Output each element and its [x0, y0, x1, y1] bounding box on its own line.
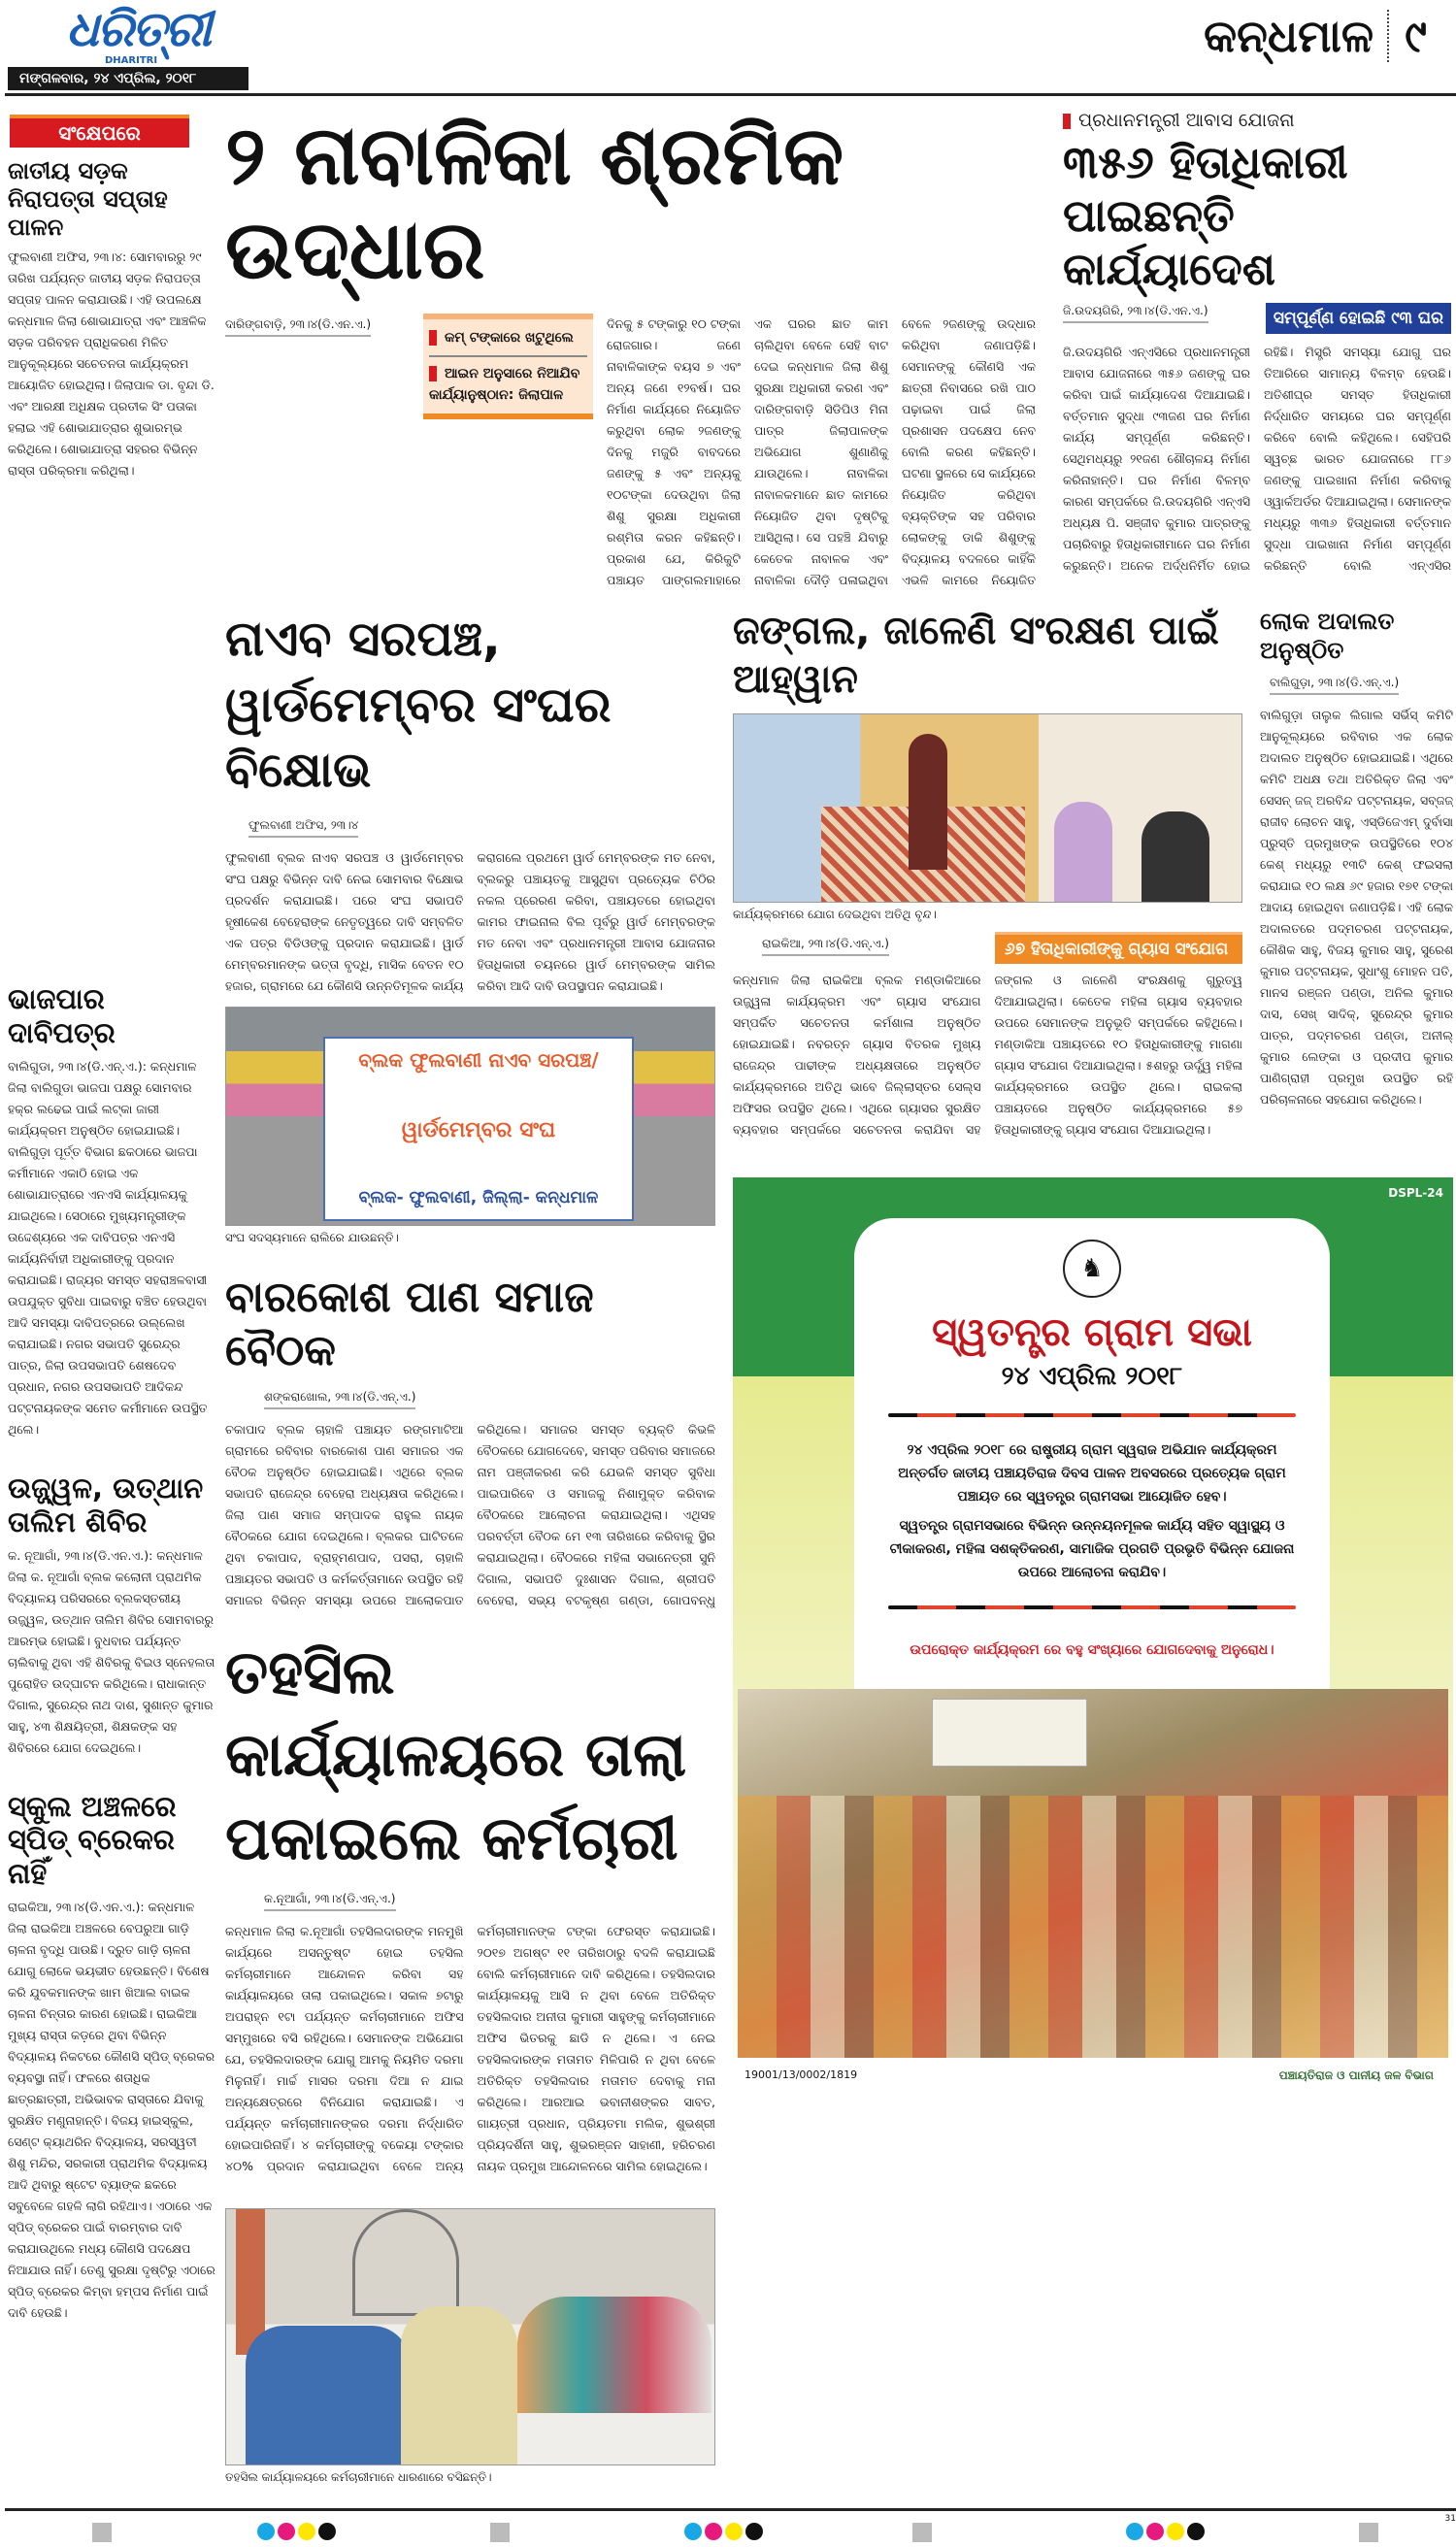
divider [5, 93, 1456, 96]
ad-para: ୨୪ ଏପ୍ରିଲ ୨୦୧୮ ରେ ରାଷ୍ଟ୍ରୀୟ ଗ୍ରାମ ସ୍ୱରାଜ ଅଭିଯାନ କାର୍ଯ୍ୟକ୍ରମ ଅନ୍ତର୍ଗତ ଜାତୀୟ ପଞ୍ଚାୟତିରାଜ ଦିବସ ପାଳନ ଅବସରରେ ପ୍ରତ୍ୟେକ ଗ୍ରାମ ପଞ୍ଚାୟତ ରେ ସ୍ୱତନ୍ତ୍ର ଗ୍ରାମସଭା ଆୟୋଜିତ ହେବ। [898, 1442, 1286, 1505]
paana-body: ଚକାପାଦ ବ୍ଲକ ଚାହାଳି ପଞ୍ଚାୟତ ରଙ୍ଗମାଟିଆ ଗ୍ରାମରେ ରବିବାର ବାରକୋଶ ପାଣ ସମାଜର ଏକ ବୈଠକ ଅନୁଷ୍ଠିତ ହୋଇଯାଇଛି। ଏଥିରେ ବ୍ଲକ ସଭାପତି ରାଜେନ୍ଦ୍ର ବେହେରା ଅଧ୍ୟକ୍ଷତା କରିଥିଲେ। ଜିଲା ପାଣ ସମାଜ ସମ୍ପାଦକ ରାହୁଲ ନାୟକ ବୈଠକରେ ଯୋଗ ଦେଇଥିଲେ। ବ୍ଲକର ଘାଟିତଳେ ଥିବା ଚକାପାଦ, ବ୍ରାହ୍ମଣପାଦ, ପସରା, ଚାହାଳି ପଞ୍ଚାୟତର ସଭାପତି ଓ କର୍ମକର୍ତ୍ତାମାନେ ଉପସ୍ଥିତ ରହି ସମାଜର ବିଭିନ୍ନ ସମସ୍ୟା ଉପରେ ଆଲୋକପାତ କରିଥିଲେ। ସମାଜର ସମସ୍ତ ବ୍ୟକ୍ତି କିଭଳି ବୈଠକରେ ଯୋଗଦେବେ, ସମସ୍ତ ପରିବାର ସମାଜରେ ନାମ ପଞ୍ଜୀକରଣ କରି ଯେଭଳି ସମସ୍ତ ସୁବିଧା ପାଇପାରିବେ ଓ ସମାଜକୁ ନିଶାମୁକ୍ତ କରିବାକ ବୈଠକରେ ଆଲୋଚନା କରାଯାଇଥିଲା। ଏଥିସହ ପରବର୍ତ୍ତୀ ବୈଠକ ମେ ୧୩ ତାରିଖରେ କରିବାକୁ ସ୍ଥିର କରାଯାଇଥିଲା। ବୈଠକରେ ମହିଳା ସଭାନେତ୍ରୀ ସୁନି ଦିଗାଲ, ସଭାପତି ଦୁଃଶାସନ ଦିଗାଲ, ଶ୍ରୀପତି ବେହେରା, ସଭ୍ୟ ବଟକୃଷ୍ଣ ଗଣ୍ଡା, ଗୋପବନ୍ଧୁ [225, 1421, 715, 1607]
brief-article [8, 1780, 216, 2324]
ad-card [854, 1218, 1330, 1689]
ad-footer [733, 2058, 1453, 2093]
lead-sidebox [423, 314, 593, 419]
gram-sabha-photo [738, 1689, 1448, 2058]
awas-kicker [1063, 109, 1451, 132]
brief-article [8, 148, 216, 973]
sarpanch-dateline: ଫୁଲବାଣୀ ଅଫିସ, ୨୩।୪ [248, 817, 358, 838]
lead-headline: ୨ ନାବାଳିକା ଶ୍ରମିକ ଉଦ୍ଧାର [225, 108, 844, 297]
ad-para: ସ୍ୱତନ୍ତ୍ର ଗ୍ରାମସଭାରେ ବିଭିନ୍ନ ଉନ୍ନୟନମୂଳକ କାର୍ଯ୍ୟ ସହିତ ସ୍ୱାସ୍ଥ୍ୟ ଓ ଟୀକାକରଣ, ମହିଳା ସଶକ୍ତିକରଣ, ସାମାଜିକ ପ୍ରଗତି ପ୍ରଭୃତି ବିଭିନ୍ନ ଯୋଜନା ଉପରେ ଆଲୋଚନା କରାଯିବ। [889, 1518, 1295, 1581]
photo-banner [932, 1699, 1087, 1767]
awas-dateline: ଜି.ଉଦୟଗିରି, ୨୩।୪(ଡି.ଏନ.ଏ.) [1063, 303, 1208, 323]
ad-code: DSPL-24 [1388, 1186, 1443, 1201]
forest-subhead: ୬୭ ହିତାଧିକାରୀଙ୍କୁ ଗ୍ୟାସ ସଂଯୋଗ [995, 932, 1242, 964]
banner-line: ବ୍ଲକ ଫୁଲବାଣୀ ନାଏବ ସରପଞ୍ଚ/ [358, 1047, 599, 1072]
ad-divider [888, 1605, 1296, 1609]
awas-headline: ୩୫୬ ହିତାଧିକାରୀ ପାଇଛନ୍ତି କାର୍ଯ୍ୟାଦେଶ [1063, 136, 1348, 296]
paana-dateline: ଶଙ୍କରାଖୋଲ, ୨୩।୪(ଡି.ଏନ୍.ଏ.) [264, 1389, 415, 1409]
sarpanch-headline: ନାଏବ ସରପଞ୍ଚ, ୱାର୍ଡମେମ୍ବର ସଂଘର ବିକ୍ଷୋଭ [225, 611, 612, 799]
footer [5, 2508, 1456, 2547]
forest-body: କନ୍ଧମାଳ ଜିଲା ରାଇକିଆ ବ୍ଲକ ମଣ୍ଡାକିଆରେ ଉଜ୍ଜ୍ୱଳା କାର୍ଯ୍ୟକ୍ରମ ଏବଂ ଗ୍ୟାସ ସଂଯୋଗ ସମ୍ପର୍କିତ ସଚେତନତା କର୍ମଶାଳା ଅନୁଷ୍ଠିତ ହୋଇଯାଇଛି। ନବରତ୍ନ ଗ୍ୟାସ ବିତରକ ମୁଖ୍ୟ ରାଜେନ୍ଦ୍ର ପାଢୀଙ୍କ ଅଧ୍ୟକ୍ଷତାରେ ଅନୁଷ୍ଠିତ କାର୍ଯ୍ୟକ୍ରମରେ ଅତିଥି ଭାବେ ଜିଲ୍ଲାସ୍ତର ସେଲ୍ସ ଅଫିସର ଉପସ୍ଥିତ ଥିଲେ। ଏଥିରେ ଗ୍ୟାସର ସୁରକ୍ଷିତ ବ୍ୟବହାର ସମ୍ପର୍କରେ ସଚେତନତା କରାଯିବା ସହ ଜଙ୍ଗଲ ଓ ଜାଳେଣି ସଂରକ୍ଷଣକୁ ଗୁରୁତ୍ୱ ଦିଆଯାଇଥିଲା। କେତେକ ମହିଳା ଗ୍ୟାସ ବ୍ୟବହାର ଉପରେ ସେମାନଙ୍କ ଅନୁଭୂତି ସମ୍ପର୍କରେ କହିଥିଲେ। ମଣ୍ଡାକିଆ ପଞ୍ଚାୟତରେ ୧୦ ହିତାଧିକାରୀଙ୍କୁ ମାଗଣା ଗ୍ୟାସ ସଂଯୋଗ ଦିଆଯାଇଥିଲା। ୫ଶହରୁ ଊର୍ଦ୍ଧ୍ୱ ମହିଳା କାର୍ଯ୍ୟକ୍ରମରେ ଉପସ୍ଥିତ ଥିଲେ। ରାଇକଲା ପଞ୍ଚାୟତରେ ଅନୁଷ୍ଠିତ କାର୍ଯ୍ୟକ୍ରମରେ ୫୭ ହିତାଧିକାରୀଙ୍କୁ ଗ୍ୟାସ ସଂଯୋଗ ଦିଆଯାଇଥିଲା। [733, 973, 1242, 1138]
color-registration-dots [1126, 2523, 1208, 2544]
brief-body: ଫୁଲବାଣୀ ଅଫିସ, ୨୩।୪: ସୋମବାରରୁ ୨୯ ତାରିଖ ପର୍ଯ୍ୟନ୍ତ ଜାତୀୟ ସଡ଼କ ନିରାପତ୍ତା ସପ୍ତାହ ପାଳନ କରାଯାଉଛି। ଏହି ଉପଲକ୍ଷେ କନ୍ଧମାଳ ଜିଲା ଶୋଭାଯାତ୍ରା ଏବଂ ଆଞ୍ଚଳିକ ସଡ଼କ ପରିବହନ ପ୍ରାଧିକରଣ ମିଳିତ ଆନୁକୂଲ୍ୟରେ ସଚେତନତା କାର୍ଯ୍ୟକ୍ରମ ଆୟୋଜିତ ହୋଇଥିଲା। ଜିଲାପାଳ ଡା. ବୃନ୍ଦା ଡି. ଏବଂ ଆରକ୍ଷୀ ଅଧିକ୍ଷକ ପ୍ରତୀକ ସିଂ ପତାକା ହଲାଇ ଏହି ଶୋଭାଯାତ୍ରାର ଶୁଭାରମ୍ଭ କରିଥିଲେ। ଶୋଭାଯାତ୍ରା ସହରର ବିଭିନ୍ନ ରାସ୍ତା ପରିକ୍ରମା କରିଥିଲା। [8, 249, 215, 479]
gram-sabha-advertisement [733, 1177, 1453, 2093]
lower-row [225, 607, 1453, 2495]
sarpanch-body: ଫୁଲବାଣୀ ବ୍ଲକ ନାଏବ ସରପଞ୍ଚ ଓ ୱାର୍ଡମେମ୍ବର ସଂଘ ପକ୍ଷରୁ ବିଭିନ୍ନ ଦାବି ନେଇ ସୋମବାର ବିକ୍ଷୋଭ ପ୍ରଦର୍ଶନ କରାଯାଇଛି। ପରେ ସଂଘ ସଭାପତି ହୃଷୀକେଶ ବେହେରାଙ୍କ ନେତୃତ୍ୱରେ ଦାବି ସମ୍ବଳିତ ଏକ ପତ୍ର ବିଡିଓଙ୍କୁ ପ୍ରଦାନ କରାଯାଇଛି। ୱାର୍ଡ ମେମ୍ବରମାନଙ୍କ ଭତ୍ତା ବୃଦ୍ଧି, ମାସିକ ବେତନ ୧୦ ହଜାର, ଗ୍ରାମରେ ଯେ କୌଣସି ଉନ୍ନତିମୂଳକ କାର୍ଯ୍ୟ କରାଗଲେ ପ୍ରଥମେ ୱାର୍ଡ ମେମ୍ବରଙ୍କ ମତ ନେବା, ବ୍ଲକରୁ ପଞ୍ଚାୟତକୁ ଆସୁଥିବା ପ୍ରତ୍ୟେକ ଚିଠିର ନକଲ ପ୍ରେରଣ କରିବା, ପଞ୍ଚାୟତରେ ହୋଇଥିବା କାମର ଫାଇନାଲ ବିଲ ପୂର୍ବରୁ ୱାର୍ଡ ମେମ୍ବରଙ୍କ ମତ ନେବା ଏବଂ ପ୍ରଧାନମନ୍ତ୍ରୀ ଆବାସ ଯୋଜନାର ହିତାଧିକାରୀ ଚୟନରେ ୱାର୍ଡ ମେମ୍ବରଙ୍କ ସାମିଲ କରିବା ଆଦି ଦାବି ଉପସ୍ଥାପନ କରାଯାଇଛି। [225, 849, 715, 993]
center-column [225, 607, 715, 2495]
briefs-tag: ସଂକ୍ଷେପରେ [10, 115, 189, 148]
lokadalat-dateline: ବାଲିଗୁଡ଼ା, ୨୩।୪(ଡି.ଏନ୍.ଏ.) [1270, 675, 1399, 695]
dharna-caption: ତହସିଲ କାର୍ଯ୍ୟାଳୟରେ କର୍ମଚାରୀମାନେ ଧାରଣାରେ ବସିଛନ୍ତି। [225, 2470, 492, 2485]
lokadalat-article [1260, 607, 1453, 1110]
tahasil-dateline: କ.ନୂଆଗାଁ, ୨୩।୪(ଡି.ଏନ୍.ଏ.) [264, 1891, 396, 1911]
bullet-icon [1063, 114, 1071, 129]
awas-article [1063, 109, 1451, 577]
brief-article [8, 973, 216, 1462]
color-registration-dots [684, 2523, 766, 2544]
paana-headline: ବାରକୋଶ ପାଣ ସମାଜ ବୈଠକ [225, 1272, 594, 1375]
lead-body: ଦିନକୁ ୫ ଟଙ୍କାରୁ ୧୦ ଟଙ୍କା ରୋଜଗାର। ଜଣେ ନାବାଳିକାଙ୍କ ବୟସ ୭ ଏବଂ ଅନ୍ୟ ଜଣେ ୧୨ବର୍ଷ। ଘର ନିର୍ମାଣ କାର୍ଯ୍ୟରେ ନିୟୋଜିତ କରୁଥିବା ଲୋକ ୨ଜଣଙ୍କୁ ଦିନକୁ ମଜୁରି ବାବଦରେ ଜଣଙ୍କୁ ୫ ଏବଂ ଅନ୍ୟକୁ ୧୦ଟଙ୍କା ଦେଉଥିବା ଜିଲା ଶିଶୁ ସୁରକ୍ଷା ଅଧିକାରୀ ରଶ୍ମିତା କରନ କହିଛନ୍ତି। ପ୍ରକାଶ ଯେ, କିରିକୁଟି ପଞ୍ଚାୟତ ପାଙ୍ଗଲମାହାରେ ଏକ ଘରର ଛାତ କାମ ଚାଲିଥିବା ବେଳେ ସେହି ବାଟ ଦେଇ କନ୍ଧମାଳ ଜିଲା ଶିଶୁ ସୁରକ୍ଷା ଅଧିକାରୀ କରଣ ଏବଂ ଦାରିଙ୍ଗବାଡ଼ି ସିଡିପିଓ ମିନା ପାତ୍ର ଜିଲାପାଳଙ୍କ ଅଭିଯୋଗ ଶୁଣାଣିକୁ ଯାଉଥିଲେ। ନାବାଳିକା ନାବାଳକମାନେ ଛାତ କାମରେ ନିୟୋଜିତ ଥିବା ଦୃଷ୍ଟିକୁ ଆସିଥିଲା। ସେ ପହଞ୍ଚି ଯିବାରୁ କେତେକ ନାବାଳକ ଏବଂ ନାବାଳିକା ଦୌଡ଼ି ପଳାଇଥିବା ବେଳେ ୨ଜଣଙ୍କୁ ଉଦ୍ଧାର କରିଥିବା ଜଣାପଡ଼ିଛି। ସେମାନଙ୍କୁ କୌଣସି ଏକ ଛାତ୍ରୀ ନିବାସରେ ରଖି ପାଠ ପଢ଼ାଇବା ପାଇଁ ଜିଲା ପ୍ରଶାସନ ପଦକ୍ଷେପ ନେବ ବୋଲି କରଣ କହିଛନ୍ତି। ଘଟଣା ସ୍ଥଳରେ ସେ କାର୍ଯ୍ୟରେ ନିୟୋଜିତ କରିଥିବା ବ୍ୟକ୍ତିଙ୍କ ସହ ପରିବାର ଲୋକଙ୍କୁ ଡାକି ଶିଶୁଙ୍କୁ ବିଦ୍ୟାଳୟ ବଦଳରେ କାହିଁକି ଏଭଳି କାମରେ ନିୟୋଜିତ [607, 316, 1036, 588]
lokadalat-headline: ଲୋକ ଅଦାଲତ ଅନୁଷ୍ଠିତ [1260, 608, 1395, 665]
ad-divider [888, 1413, 1296, 1417]
section-header [1204, 10, 1427, 63]
sidebox-line: ଆଇନ ଅନୁସାରେ ନିଆଯିବ କାର୍ଯ୍ୟାନୁଷ୍ଠାନ: ଜିଲାପାଳ [429, 365, 580, 403]
main-area [225, 108, 1456, 2547]
issue-date: ମଙ୍ଗଳବାର, ୨୪ ଏପ୍ରିଲ, ୨୦୧୮ [8, 67, 248, 90]
odisha-seal-icon: ♞ [1063, 1240, 1121, 1298]
brief-headline: ସ୍କୁଲ ଅଞ୍ଚଳରେ ସ୍ପିଡ୍ ବ୍ରେକର ନାହିଁ [8, 1789, 177, 1891]
page-number: ୯ [1387, 10, 1427, 62]
meeting-photo [733, 713, 1242, 903]
ad-body [883, 1439, 1301, 1584]
forest-headline: ଜଙ୍ଗଲ, ଜାଳେଣି ସଂରକ୍ଷଣ ପାଇଁ ଆହ୍ୱାନ [733, 609, 1219, 703]
dharna-photo [225, 2208, 715, 2465]
forest-article [733, 607, 1242, 1162]
page-mark: 31 [1444, 2514, 1456, 2525]
ad-reference: 19001/13/0002/1819 [745, 2068, 858, 2082]
ad-appeal: ଉପରୋକ୍ତ କାର୍ଯ୍ୟକ୍ରମ ରେ ବହୁ ସଂଖ୍ୟାରେ ଯୋଗଦେବାକୁ ଅନୁରୋଧ। [910, 1642, 1274, 1659]
registration-mark [912, 2523, 932, 2546]
masthead [8, 1, 250, 90]
brief-body: କ. ନୂଆଗାଁ, ୨୩।୪(ଡି.ଏନ.ଏ.): କନ୍ଧମାଳ ଜିଲା କ. ନୂଆଗାଁ ବ୍ଲକ କଲୋନୀ ପ୍ରାଥମିକ ବିଦ୍ୟାଳୟ ପରିସରରେ ବ୍ଲକସ୍ତରୀୟ ଉଜ୍ଜ୍ୱଳ, ଉତ୍‌ଥାନ ତାଲିମ ଶିବିର ସୋମବାରରୁ ଆରମ୍ଭ ହୋଇଛି। ବୁଧବାର ପର୍ଯ୍ୟନ୍ତ ଚାଲିବାକୁ ଥିବା ଏହି ଶିବିରକୁ ବିଇଓ ସ୍ନେହଲତା ପୁରୋହିତ ଉଦ୍‌ଘାଟନ କରିଥିଲେ। ରାଧାକାନ୍ତ ଦିଗାଲ, ସୁରେନ୍ଦ୍ର ନାଥ ଦାଶ, ସୁଶାନ୍ତ କୁମାର ସାହୁ, ୪୩ ଶିକ୍ଷୟିତ୍ରୀ, ଶିକ୍ଷକଙ୍କ ସହ ଶିବିରରେ ଯୋଗ ଦେଇଥିଲେ। [8, 1547, 215, 1755]
registration-mark [490, 2523, 510, 2546]
section-name: କନ୍ଧମାଳ [1204, 10, 1374, 62]
masthead-logo-latin: DHARITRI [105, 54, 158, 66]
sidebox-line: କମ୍ ଟଙ୍କାରେ ଖଟୁଥିଲେ [445, 330, 574, 347]
ad-date: ୨୪ ଏପ୍ରିଲ ୨୦୧୮ [1001, 1362, 1183, 1392]
protest-banner [323, 1037, 634, 1221]
lead-article [225, 109, 1036, 591]
brief-headline: ଉଜ୍ଜ୍ୱଳ, ଉତ୍‌ଥାନ ତାଲିମ ଶିବିର [8, 1471, 204, 1538]
ad-title: ସ୍ୱତନ୍ତ୍ର ଗ୍ରାମ ସଭା [932, 1310, 1252, 1356]
tahasil-headline: ତହସିଲ କାର୍ଯ୍ୟାଳୟରେ ତାଲା ପକାଇଲେ କର୍ମଚାରୀ [225, 1636, 687, 1873]
meeting-caption: କାର୍ଯ୍ୟକ୍ରମରେ ଯୋଗ ଦେଇଥିବା ଅତିଥି ବୃନ୍ଦ। [733, 908, 937, 922]
brief-body: ରାଇକିଆ, ୨୩।୪(ଡି.ଏନ.ଏ.): କନ୍ଧମାଳ ଜିଲା ରାଇକିଆ ଅଞ୍ଚଳରେ ବେପରୁଆ ଗାଡ଼ି ଚାଳନା ବୃଦ୍ଧି ପାଉଛି। ଦ୍ରୁତ ଗାଡ଼ି ଚାଳନା ଯୋଗୁ ଲୋକେ ଭୟଭୀତ ହେଉଛନ୍ତି। ବିଶେଷ କରି ଯୁବକମାନଙ୍କ ଖାମ ଖିଆଲ ବାଇକ ଚାଳନା ଚିନ୍ତାର କାରଣ ହୋଇଛି। ରାଇକିଆ ମୁଖ୍ୟ ରାସ୍ତା କଡ଼ରେ ଥିବା ବିଭିନ୍ନ ବିଦ୍ୟାଳୟ ନିକଟରେ କୌଣସି ସ୍ପିଡ୍ ବ୍ରେକର ବ୍ୟବସ୍ଥା ନାହିଁ। ଫଳରେ ଶତାଧିକ ଛାତ୍ରଛାତ୍ରୀ, ଅଭିଭାବକ ରାସ୍ତାରେ ଯିବାକୁ ସୁରକ୍ଷିତ ମଣୁନାହାନ୍ତି। ବିଜୟ ହାଇସ୍କୁଲ, ସେଣ୍ଟ କ୍ୟାଥରିନ ବିଦ୍ୟାଳୟ, ସରସ୍ୱତୀ ଶିଶୁ ମନ୍ଦିର, ସରକାରୀ ପ୍ରାଥମିକ ବିଦ୍ୟାଳୟ ଆଦି ଥିବାରୁ ଷ୍ଟେଟ ବ୍ୟାଙ୍କ ଛକରେ ସବୁବେଳେ ଗହଳି ଲାଗି ରହିଥାଏ। ଏଠାରେ ଏକ ସ୍ପିଡ୍ ବ୍ରେକର ପାଇଁ ବାରମ୍ବାର ଦାବି କରାଯାଉଥିଲେ ମଧ୍ୟ କୌଣସି ପଦକ୍ଷେପ ନିଆଯାଉ ନାହିଁ। ତେଣୁ ସୁରକ୍ଷା ଦୃଷ୍ଟିରୁ ଏଠାରେ ସ୍ପିଡ୍ ବ୍ରେକର କିମ୍ବା ହମ୍ପସ ନିର୍ମାଣ ପାଇଁ ଦାବି ହେଉଛି। [8, 1899, 215, 2320]
top-row [225, 109, 1453, 591]
forest-dateline: ରାଇକିଆ, ୨୩।୪(ଡି.ଏନ୍.ଏ.) [762, 936, 889, 956]
lokadalat-body: ବାଲିଗୁଡ଼ା ତାଲୁକ ଲିଗାଲ ସର୍ଭିସ୍ କମିଟି ଆନୁକୂଲ୍ୟରେ ରବିବାର ଏକ ଲୋକ ଅଦାଲତ ଅନୁଷ୍ଠିତ ହୋଇଯାଇଛି। ଏଥିରେ କମିଟି ଅଧକ୍ଷ ତଥା ଅତିରିକ୍ତ ଜିଲା ଏବଂ ସେସନ୍ ଜଜ୍ ଅରବିନ୍ଦ ପଟ୍ଟନାୟକ, ସବ୍‌ଜଜ୍ ରାଜୀବ ଲୋଚନ ସାହୁ, ଏସ୍‌ଡିଜେଏମ୍ ଦୁର୍ବାସା ପ୍ରୁସ୍ତି ପ୍ରମୁଖଙ୍କ ଉପସ୍ଥିତିରେ ୧୦୪ କେଶ୍ ମଧ୍ୟରୁ ୧୩ଟି କେଶ୍ ଫଇସଲା କରାଯାଇ ୧୦ ଲକ୍ଷ ୬୯ ହଜାର ୧୭୧ ଟଙ୍କା ଆଦାୟ ହୋଇଥିବା ଜଣାପଡ଼ିଛି। ଏହି ଲୋକ ଅଦାଲତରେ ପଦ୍ମଚରଣ ପଟ୍ଟନାୟକ, କୌଶିକ ସାହୁ, ବିଜୟ କୁମାର ସାହୁ, ସୁରେଶ କୁମାର ପଟ୍ଟନାୟକ, ସୁଧାଂଶୁ ମୋହନ ପତି, ମାନସ ରଞ୍ଜନ ପଣ୍ଡା, ଅନିଲ କୁମାର ଦାସ, ସେଖ୍ ସାଦିକ୍, ସୁରେନ୍ଦ୍ର କୁମାର ପାତ୍ର, ପଦ୍ମଚରଣ ପଣ୍ଡା, ଅନୀଲ୍ କୁମାର ଲେଙ୍କା ଓ ପ୍ରଦୀପ କୁମାର ପାଣିଗ୍ରାହୀ ପ୍ରମୁଖ ଉପସ୍ଥିତ ରହି ପରିଚାଳନାରେ ସହଯୋଗ କରିଥିଲେ। [1260, 708, 1453, 1108]
registration-mark [1359, 2523, 1378, 2546]
color-registration-dots [257, 2523, 339, 2544]
awas-body: ଜି.ଉଦୟଗିରି ଏନ୍‌ଏସିରେ ପ୍ରଧାନମନ୍ତ୍ରୀ ଆବାସ ଯୋଜନାରେ ୩୫୬ ଜଣଙ୍କୁ ଘର କରିବା ପାଇଁ କାର୍ଯ୍ୟାଦେଶ ଦିଆଯାଇଛି। ବର୍ତ୍ତମାନ ସୁଦ୍ଧା ୯୩ଜଣ ଘର ନିର୍ମାଣ କାର୍ଯ୍ୟ ସମ୍ପୂର୍ଣ୍ଣ କରିଛନ୍ତି। ସେଥିମଧ୍ୟରୁ ୨୧ଜଣ ଶୌଚାଳୟ ନିର୍ମାଣ କରିନାହାନ୍ତି। ଘର ନିର୍ମାଣ ବିଳମ୍ବ କାରଣ ସମ୍ପର୍କରେ ଜି.ଉଦୟଗିରି ଏନ୍‌ଏସି ଅଧ୍ୟକ୍ଷ ପି. ସଞ୍ଜୀବ କୁମାର ପାତ୍ରଙ୍କୁ ପଚାରିବାରୁ ହିତାଧିକାରୀମାନେ ଘର ନିର୍ମାଣ କରୁଛନ୍ତି। ଅନେକ ଅର୍ଦ୍ଧନିର୍ମିତ ହୋଇ ରହିଛି। ମିସ୍ତ୍ରି ସମସ୍ୟା ଯୋଗୁ ଘର ତିଆରିରେ ସାମାନ୍ୟ ବିଳମ୍ବ ହେଉଛି। ଅତିଶୀଘ୍ର ସମସ୍ତ ହିତାଧିକାରୀ ନିର୍ଦ୍ଧାରିତ ସମୟରେ ଘର ସମ୍ପୂର୍ଣ୍ଣ କରିବେ ବୋଲି କହିଥିଲେ। ସେହିପରି ସ୍ୱଚ୍ଛ ଭାରତ ଯୋଜନାରେ ୮୮୬ ଜଣଙ୍କୁ ପାଇଖାନା ନିର୍ମାଣ କରିବାକୁ ଓ୍ୱାର୍କଅର୍ଡର ଦିଆଯାଇଥିଲା। ସେମାନଙ୍କ ମଧ୍ୟରୁ ୩୩୬ ହିତାଧିକାରୀ ବର୍ତ୍ତମାନ ସୁଦ୍ଧା ପାଇଖାନା ନିର୍ମାଣ ସମ୍ପୂର୍ଣ୍ଣ କରିଛନ୍ତି ବୋଲି ଏନ୍‌ଏସିର [1063, 344, 1451, 573]
briefs-column [8, 115, 216, 2324]
ad-department: ପଞ୍ଚାୟତିରାଜ ଓ ପାନୀୟ ଜଳ ବିଭାଗ [1278, 2068, 1434, 2083]
brief-article [8, 1462, 216, 1780]
brief-headline: ଜାତୀୟ ସଡ଼କ ନିରାପତ୍ତା ସପ୍ତାହ ପାଳନ [8, 157, 168, 241]
banner-line: ବ୍ଲକ- ଫୁଲବାଣୀ, ଜିଲ୍ଲା- କନ୍ଧମାଳ [358, 1188, 599, 1208]
awas-kicker-text: ପ୍ରଧାନମନ୍ତ୍ରୀ ଆବାସ ଯୋଜନା [1078, 110, 1295, 131]
tahasil-body: କନ୍ଧମାଳ ଜିଲା କ.ନୂଆଗାଁ ତହସିଲଦାରଙ୍କ ମନମୁଖି କାର୍ଯ୍ୟରେ ଅସନ୍ତୁଷ୍ଟ ହୋଇ ତହସିଲ କର୍ମଚାରୀମାନେ ଆନ୍ଦୋଳନ କରିବା ସହ କାର୍ଯ୍ୟାଳୟରେ ତାଲା ପକାଇଥିଲେ। ସକାଳ ୭ଟାରୁ ଅପରାହ୍ନ ୧ଟା ପର୍ଯ୍ୟନ୍ତ କର୍ମଚାରୀମାନେ ଅଫିସ ସମ୍ମୁଖରେ ବସି ରହିଥିଲେ। ସେମାନଙ୍କ ଅଭିଯୋଗ ଯେ, ତହସିଲଦାରଙ୍କ ଯୋଗୁ ଆମକୁ ନିୟମିତ ଦରମା ମିଳୁନାହିଁ। ମାର୍ଚ୍ଚ ମାସର ଦରମା ଦିଆ ନ ଯାଇ ଅନ୍ୟକ୍ଷେତ୍ରରେ ବିନିଯୋଗ କରାଯାଇଛି। ଏ ପର୍ଯ୍ୟନ୍ତ କର୍ମଚାରୀମାନଙ୍କର ଦରମା ନିର୍ଦ୍ଧାରିତ ହୋଇପାରିନାହିଁ। ୪ କର୍ମଚାରୀଙ୍କୁ ବକେୟା ଟଙ୍କାର ୪୦% ପ୍ରଦାନ କରାଯାଇଥିବା ବେଳେ ଅନ୍ୟ କର୍ମଚାରୀମାନଙ୍କ ଟଙ୍କା ଫେରସ୍ତ କରାଯାଇଛି। ୨୦୧୭ ଅଗଷ୍ଟ ୧୧ ତାରିଖଠାରୁ ବଦଳି କରାଯାଇଛି ବୋଲି କର୍ମଚାରୀମାନେ ଦାବି କରିଥିଲେ। ତହସିଲଦାର କାର୍ଯ୍ୟାଳୟକୁ ଆସି ନ ଥିବା ବେଳେ ଅତିରିକ୍ତ ତହସିଲଦାର ଅନୀତା କୁମାରୀ ସାହୁଙ୍କୁ କର୍ମଚାରୀମାନେ ଅଫିସ ଭିତରକୁ ଛାଡି ନ ଥିଲେ। ଏ ନେଇ ତହସିଲଦାରଙ୍କ ମତାମତ ମିଳିପାରି ନ ଥିବା ବେଳେ ଅତିରିକ୍ତ ତହସିଲଦାର ମତାମତ ଦେବାକୁ ମନା କରିଥିଲେ। ଆରଆଇ ଭବାନୀଶଙ୍କର ସାବତ, ଗାୟତ୍ରୀ ପ୍ରଧାନ, ପ୍ରିୟତମା ମଲିକ, ଶୁଭଶ୍ରୀ ପ୍ରିୟଦର୍ଶିନୀ ସାହୁ, ଶୁଭରଞ୍ଜନ ସାହାଣୀ, ହରିଚରଣ ନାୟକ ପ୍ରମୁଖ ଆନ୍ଦୋଳନରେ ସାମିଲ ହୋଇଥିଲେ। [225, 1924, 715, 2174]
banner-line: ୱାର୍ଡମେମ୍ବର ସଂଘ [401, 1117, 556, 1142]
brief-headline: ଭାଜପାର ଦାବିପତ୍ର [8, 982, 116, 1050]
protest-photo [225, 1007, 715, 1226]
registration-mark [92, 2523, 112, 2546]
brief-body: ବାଲିଗୁଡା, ୨୩।୪(ଡି.ଏନ୍.ଏ.): କନ୍ଧମାଳ ଜିଲା ବାଲିଗୁଡା ଭାଜପା ପକ୍ଷରୁ ସୋମବାର ହକ୍‌ର ଲଢେଇ ପାଇଁ ଲଟ୍‌କା ଜାରୀ କାର୍ଯ୍ୟକ୍ରମ ଅନୁଷ୍ଠିତ ହୋଇଯାଇଛି। ବାଲିଗୁଡ଼ା ପୂର୍ତ୍ତ ବିଭାଗ ଛକଠାରେ ଭାଜପା କର୍ମୀମାନେ ଏକାଠି ହୋଇ ଏକ ଶୋଭାଯାତ୍ରାରେ ଏନଏସି କାର୍ଯ୍ୟାଳୟକୁ ଯାଇଥିଲେ। ସେଠାରେ ମୁଖ୍ୟମନ୍ତ୍ରୀଙ୍କ ଉଦ୍ଦେଶ୍ୟରେ ଏକ ଦାବିପତ୍ର ଏନଏସି କାର୍ଯ୍ୟନିର୍ବାହୀ ଅଧିକାରୀଙ୍କୁ ପ୍ରଦାନ କରାଯାଇଛି। ରାଜ୍ୟର ସମସ୍ତ ସହରାଞ୍ଚଳବାସୀ ଉପଯୁକ୍ତ ସୁବିଧା ପାଇବାରୁ ବଞ୍ଚିତ ହେଉଥିବା ଆଦି ସମସ୍ୟା ଦାବିପତ୍ରରେ ଉଲ୍ଲେଖ କରାଯାଇଛି। ନଗର ସଭାପତି ସୁରେନ୍ଦ୍ର ପାତ୍ର, ଜିଲା ଉପସଭାପତି ଶେଷଦେବ ପ୍ରଧାନ, ନଗର ଉପସଭାପତି ଆଦିକନ୍ଦ ପଟ୍ଟନାୟକଙ୍କ ସମେତ କର୍ମୀମାନେ ଉପସ୍ଥିତ ଥିଲେ। [8, 1058, 208, 1437]
right-column [733, 607, 1453, 2093]
lead-dateline: ଦାରିଙ୍ଗବାଡ଼ି, ୨୩।୪(ଡି.ଏନ.ଏ.) [225, 316, 371, 337]
masthead-logo: ଧରିତ୍ରୀ [66, 1, 211, 57]
awas-badge: ସମ୍ପୂର୍ଣ୍ଣ ହୋଇଛି ୯୩ ଘର [1266, 303, 1451, 334]
protest-caption: ସଂଘ ସଦସ୍ୟମାନେ ରାଲିରେ ଯାଉଛନ୍ତି। [225, 1230, 399, 1244]
